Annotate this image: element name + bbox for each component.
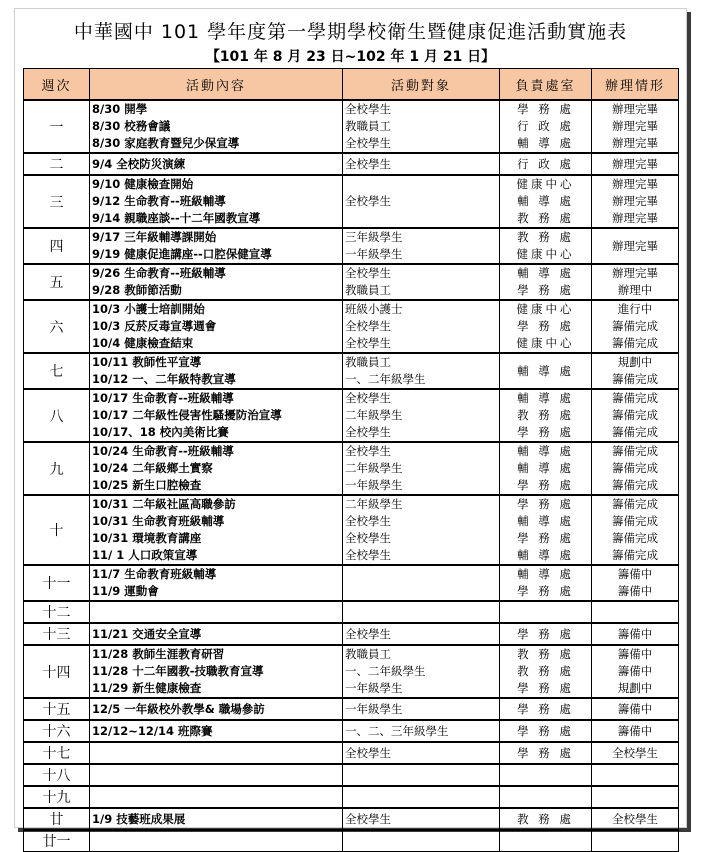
target-line: 全校學生 xyxy=(345,745,391,760)
activity-line: 9/14 親職座談--十二年國教宣導 xyxy=(92,211,261,225)
office-line: 教 務 處 xyxy=(517,647,574,661)
activity-line: 10/3 反菸反毒宣導週會 xyxy=(92,319,217,333)
status-cell xyxy=(592,175,679,228)
target-line: 全校學生 xyxy=(345,391,391,405)
activity-cell xyxy=(90,742,343,764)
target-cell xyxy=(343,645,500,698)
week-cell: 三 xyxy=(24,175,90,228)
status-line: 籌備完成 xyxy=(612,497,658,511)
status-line: 辦理完畢 xyxy=(612,102,658,116)
status-line: 籌備完成 xyxy=(612,336,658,350)
office-line: 學 務 處 xyxy=(517,478,574,492)
activity-line: 9/26 生命教育--班級輔導 xyxy=(92,266,226,280)
office-line: 學 務 處 xyxy=(517,102,574,116)
week-cell: 十二 xyxy=(24,601,90,623)
status-line: 籌備中 xyxy=(617,647,653,661)
status-cell xyxy=(592,300,679,353)
table-row xyxy=(24,808,679,830)
table-row xyxy=(24,100,679,153)
office-cell xyxy=(500,100,592,153)
target-line: 全校學生 xyxy=(345,531,391,545)
status-cell xyxy=(592,601,679,623)
office-line: 教 務 處 xyxy=(517,664,574,678)
header-target: 活動對象 xyxy=(343,69,500,101)
status-line: 進行中 xyxy=(617,302,653,316)
status-line: 辦理完畢 xyxy=(612,119,658,133)
activity-line: 11/29 新生健康檢查 xyxy=(92,681,202,695)
activity-cell xyxy=(90,720,343,742)
activity-cell xyxy=(90,153,343,175)
status-line: 辦理完畢 xyxy=(612,238,658,253)
target-cell xyxy=(343,623,500,645)
office-line: 教 務 處 xyxy=(517,211,574,225)
office-cell xyxy=(500,601,592,623)
week-cell: 廿一 xyxy=(24,830,90,852)
office-cell xyxy=(500,786,592,808)
target-line: 班級小護士 xyxy=(345,302,403,316)
table-row xyxy=(24,495,679,565)
week-cell: 廿 xyxy=(24,808,90,830)
status-line: 籌備中 xyxy=(617,567,653,581)
activity-cell xyxy=(90,764,343,786)
status-cell xyxy=(592,623,679,645)
activity-cell xyxy=(90,264,343,300)
target-line: 全校學生 xyxy=(345,514,391,528)
office-line: 輔 導 處 xyxy=(517,136,574,150)
status-line: 籌備完成 xyxy=(612,548,658,562)
week-cell: 八 xyxy=(24,389,90,442)
activity-cell xyxy=(90,645,343,698)
office-line: 輔 導 處 xyxy=(517,391,574,405)
activity-line: 10/17 生命教育--班級輔導 xyxy=(92,391,234,405)
activity-cell xyxy=(90,442,343,495)
table-row xyxy=(24,601,679,623)
target-line: 一年級學生 xyxy=(345,247,403,261)
activity-line: 8/30 家庭教育暨兒少保宣導 xyxy=(92,136,240,150)
office-cell xyxy=(500,175,592,228)
office-line: 輔 導 處 xyxy=(517,548,574,562)
target-cell xyxy=(343,442,500,495)
activity-cell xyxy=(90,601,343,623)
status-line: 辦理完畢 xyxy=(612,177,658,191)
status-line: 籌備中 xyxy=(617,584,653,598)
table-row xyxy=(24,786,679,808)
activity-line: 10/31 生命教育班級輔導 xyxy=(92,514,225,528)
header-status: 辦理情形 xyxy=(592,69,679,101)
office-line: 學 務 處 xyxy=(517,584,574,598)
table-row xyxy=(24,153,679,175)
status-cell xyxy=(592,742,679,764)
target-line: 全校學生 xyxy=(345,336,391,350)
target-cell xyxy=(343,100,500,153)
target-line: 全校學生 xyxy=(345,266,391,280)
week-cell: 十五 xyxy=(24,698,90,720)
document-title: 中華國中 101 學年度第一學期學校衛生暨健康促進活動實施表 xyxy=(73,21,628,43)
target-cell xyxy=(343,175,500,228)
activity-line: 10/24 生命教育--班級輔導 xyxy=(92,444,234,458)
office-cell xyxy=(500,389,592,442)
week-cell: 十 xyxy=(24,495,90,565)
target-cell xyxy=(343,698,500,720)
activity-line: 9/19 健康促進講座--口腔保健宣導 xyxy=(92,247,272,261)
target-line: 二年級學生 xyxy=(345,461,403,475)
table-row xyxy=(24,353,679,389)
target-cell xyxy=(343,153,500,175)
status-line: 籌備完成 xyxy=(612,425,658,439)
target-line: 一、二年級學生 xyxy=(345,372,426,386)
target-line: 全校學生 xyxy=(345,319,391,333)
status-cell xyxy=(592,353,679,389)
office-cell xyxy=(500,442,592,495)
status-line: 規劃中 xyxy=(617,681,653,695)
target-line: 教職員工 xyxy=(345,119,391,133)
status-line: 籌備完成 xyxy=(612,514,658,528)
activity-line: 11/ 1 人口政策宣導 xyxy=(92,548,198,562)
target-line xyxy=(343,176,499,193)
target-cell xyxy=(343,720,500,742)
week-cell: 十一 xyxy=(24,565,90,601)
activity-line: 8/30 開學 xyxy=(92,102,148,116)
status-cell xyxy=(592,100,679,153)
target-cell xyxy=(343,264,500,300)
activity-cell xyxy=(90,698,343,720)
week-cell: 六 xyxy=(24,300,90,353)
status-line: 全校學生 xyxy=(612,745,658,760)
activity-cell xyxy=(90,100,343,153)
status-cell xyxy=(592,645,679,698)
status-line: 籌備完成 xyxy=(612,478,658,492)
status-cell xyxy=(592,442,679,495)
activity-line: 10/11 教師性平宣導 xyxy=(92,355,202,369)
target-line: 二年級學生 xyxy=(345,497,403,511)
status-cell xyxy=(592,565,679,601)
activity-cell xyxy=(90,786,343,808)
header-office: 負責處室 xyxy=(500,69,592,101)
status-cell xyxy=(592,786,679,808)
status-line: 規劃中 xyxy=(617,355,653,369)
activity-line: 9/10 健康檢查開始 xyxy=(92,177,194,191)
activity-line: 10/25 新生口腔檢查 xyxy=(92,478,202,492)
office-line: 健康中心 xyxy=(516,336,575,350)
table-row xyxy=(24,720,679,742)
target-line: 教職員工 xyxy=(345,355,391,369)
week-cell: 五 xyxy=(24,264,90,300)
activity-cell xyxy=(90,300,343,353)
office-line: 輔 導 處 xyxy=(517,514,574,528)
week-cell: 二 xyxy=(24,153,90,175)
target-line: 全校學生 xyxy=(345,626,391,641)
office-line: 輔 導 處 xyxy=(517,567,574,581)
status-line: 辦理完畢 xyxy=(612,156,658,171)
header-week: 週次 xyxy=(24,69,90,101)
office-line: 學 務 處 xyxy=(517,425,574,439)
table-row xyxy=(24,645,679,698)
week-cell: 十七 xyxy=(24,742,90,764)
status-line: 籌備完成 xyxy=(612,444,658,458)
office-line: 輔 導 處 xyxy=(517,194,574,208)
target-line xyxy=(343,210,499,227)
status-line: 籌備中 xyxy=(617,664,653,678)
activity-line: 12/12~12/14 班際賽 xyxy=(92,723,213,738)
activity-line xyxy=(90,745,342,762)
target-cell xyxy=(343,742,500,764)
status-cell xyxy=(592,264,679,300)
activity-line: 12/5 一年級校外教學& 職場參訪 xyxy=(92,701,265,716)
office-line: 教 務 處 xyxy=(517,811,574,826)
status-line: 辦理中 xyxy=(617,283,653,297)
office-line: 輔 導 處 xyxy=(517,266,574,280)
activity-line: 9/28 教師節活動 xyxy=(92,283,182,297)
office-line: 行 政 處 xyxy=(517,156,574,171)
status-cell xyxy=(592,720,679,742)
target-line: 全校學生 xyxy=(345,548,391,562)
office-line: 學 務 處 xyxy=(517,681,574,695)
activity-line: 10/12 一、二年級特教宣導 xyxy=(92,372,236,386)
target-line: 全校學生 xyxy=(345,194,391,208)
office-line: 學 務 處 xyxy=(517,319,574,333)
office-line: 學 務 處 xyxy=(517,723,574,738)
status-line: 籌備完成 xyxy=(612,461,658,475)
table-row xyxy=(24,565,679,601)
status-cell xyxy=(592,495,679,565)
activity-line: 10/24 二年級鄉土實察 xyxy=(92,461,213,475)
status-line: 籌備完成 xyxy=(612,372,658,386)
status-cell xyxy=(592,764,679,786)
office-line: 輔 導 處 xyxy=(517,444,574,458)
activity-cell xyxy=(90,808,343,830)
target-line: 全校學生 xyxy=(345,811,391,826)
status-line: 籌備完成 xyxy=(612,319,658,333)
office-line: 教 務 處 xyxy=(517,230,574,244)
office-line: 學 務 處 xyxy=(517,626,574,641)
activity-line: 10/3 小護士培訓開始 xyxy=(92,302,205,316)
activity-line: 11/21 交通安全宣導 xyxy=(92,626,202,641)
status-line: 籌備中 xyxy=(617,701,653,716)
target-cell xyxy=(343,495,500,565)
activity-line: 10/4 健康檢查結束 xyxy=(92,336,194,350)
activity-cell xyxy=(90,389,343,442)
target-line: 一、二、三年級學生 xyxy=(345,723,449,738)
target-line: 全校學生 xyxy=(345,102,391,116)
status-line: 籌備完成 xyxy=(612,408,658,422)
activity-line: 9/12 生命教育--班級輔導 xyxy=(92,194,226,208)
office-cell xyxy=(500,495,592,565)
office-cell xyxy=(500,300,592,353)
activity-line: 10/31 環境教育講座 xyxy=(92,531,202,545)
activity-cell xyxy=(90,175,343,228)
target-line: 三年級學生 xyxy=(345,230,403,244)
office-line: 教 務 處 xyxy=(517,408,574,422)
target-line: 全校學生 xyxy=(345,156,391,171)
target-line: 一、二年級學生 xyxy=(345,664,426,678)
activity-line: 11/28 十二年國教-技職教育宣導 xyxy=(92,664,264,678)
table-row xyxy=(24,264,679,300)
office-line: 健康中心 xyxy=(516,177,575,191)
target-cell xyxy=(343,228,500,264)
status-line: 籌備完成 xyxy=(612,531,658,545)
office-cell xyxy=(500,228,592,264)
target-line: 全校學生 xyxy=(345,136,391,150)
week-cell: 十六 xyxy=(24,720,90,742)
office-cell xyxy=(500,698,592,720)
activity-line: 8/30 校務會議 xyxy=(92,119,171,133)
target-line: 全校學生 xyxy=(345,444,391,458)
schedule-table xyxy=(23,68,679,852)
status-cell xyxy=(592,153,679,175)
target-line: 教職員工 xyxy=(345,647,391,661)
office-cell xyxy=(500,264,592,300)
target-cell xyxy=(343,764,500,786)
activity-line: 11/7 生命教育班級輔導 xyxy=(92,567,217,581)
table-row xyxy=(24,698,679,720)
table-row xyxy=(24,300,679,353)
status-line: 辦理完畢 xyxy=(612,136,658,150)
week-cell: 十三 xyxy=(24,623,90,645)
table-row xyxy=(24,389,679,442)
week-cell: 十八 xyxy=(24,764,90,786)
target-cell xyxy=(343,353,500,389)
target-line: 一年級學生 xyxy=(345,478,403,492)
office-line: 學 務 處 xyxy=(517,283,574,297)
table-header-row xyxy=(24,69,679,101)
header-activity: 活動內容 xyxy=(90,69,343,101)
status-line: 籌備完成 xyxy=(612,391,658,405)
office-cell xyxy=(500,645,592,698)
table-row xyxy=(24,442,679,495)
week-cell: 十四 xyxy=(24,645,90,698)
office-line: 行 政 處 xyxy=(517,119,574,133)
status-line: 全校學生 xyxy=(612,811,658,826)
target-cell xyxy=(343,565,500,601)
target-cell xyxy=(343,389,500,442)
activity-cell xyxy=(90,623,343,645)
office-cell xyxy=(500,153,592,175)
status-line: 辦理完畢 xyxy=(612,194,658,208)
activity-line: 10/31 二年級社區高職參訪 xyxy=(92,497,236,511)
office-line: 學 務 處 xyxy=(517,745,574,760)
target-line: 一年級學生 xyxy=(345,701,403,716)
target-cell xyxy=(343,601,500,623)
office-cell xyxy=(500,742,592,764)
office-line: 輔 導 處 xyxy=(517,363,574,378)
office-cell xyxy=(500,623,592,645)
office-cell xyxy=(500,720,592,742)
office-cell xyxy=(500,808,592,830)
table-row xyxy=(24,175,679,228)
activity-line: 9/17 三年級輔導課開始 xyxy=(92,230,217,244)
office-cell xyxy=(500,764,592,786)
week-cell: 十九 xyxy=(24,786,90,808)
activity-cell xyxy=(90,565,343,601)
table-row xyxy=(24,228,679,264)
target-line: 二年級學生 xyxy=(345,408,403,422)
office-line: 健康中心 xyxy=(516,302,575,316)
status-cell xyxy=(592,698,679,720)
status-line: 籌備中 xyxy=(617,723,653,738)
document-subtitle: 【101 年 8 月 23 日~102 年 1 月 21 日】 xyxy=(205,49,496,65)
target-cell xyxy=(343,808,500,830)
activity-line: 10/17、18 校內美術比賽 xyxy=(92,425,229,439)
office-cell xyxy=(500,565,592,601)
activity-line: 11/9 運動會 xyxy=(92,584,159,598)
status-cell xyxy=(592,389,679,442)
document-page xyxy=(14,8,687,850)
week-cell: 七 xyxy=(24,353,90,389)
office-cell xyxy=(500,353,592,389)
status-cell xyxy=(592,228,679,264)
activity-line: 11/28 教師生涯教育研習 xyxy=(92,647,225,661)
office-line: 學 務 處 xyxy=(517,531,574,545)
office-line: 健康中心 xyxy=(516,247,575,261)
activity-cell xyxy=(90,353,343,389)
activity-cell xyxy=(90,495,343,565)
week-cell: 一 xyxy=(24,100,90,153)
office-line: 學 務 處 xyxy=(517,701,574,716)
status-line: 辦理完畢 xyxy=(612,266,658,280)
office-line: 學 務 處 xyxy=(517,497,574,511)
activity-line: 10/17 二年級性侵害性騷擾防治宣導 xyxy=(92,408,282,422)
target-cell xyxy=(343,786,500,808)
status-line: 籌備中 xyxy=(617,626,653,641)
table-row xyxy=(24,623,679,645)
target-line: 全校學生 xyxy=(345,425,391,439)
activity-line: 9/4 全校防災演練 xyxy=(92,156,186,171)
activity-cell xyxy=(90,228,343,264)
target-line: 教職員工 xyxy=(345,283,391,297)
table-row xyxy=(24,742,679,764)
week-cell: 四 xyxy=(24,228,90,264)
office-line: 輔 導 處 xyxy=(517,461,574,475)
target-cell xyxy=(343,300,500,353)
table-body xyxy=(24,100,679,852)
target-line: 一年級學生 xyxy=(345,681,403,695)
activity-line: 1/9 技藝班成果展 xyxy=(92,811,186,826)
status-cell xyxy=(592,808,679,830)
table-row xyxy=(24,764,679,786)
week-cell: 九 xyxy=(24,442,90,495)
status-line: 辦理完畢 xyxy=(612,211,658,225)
